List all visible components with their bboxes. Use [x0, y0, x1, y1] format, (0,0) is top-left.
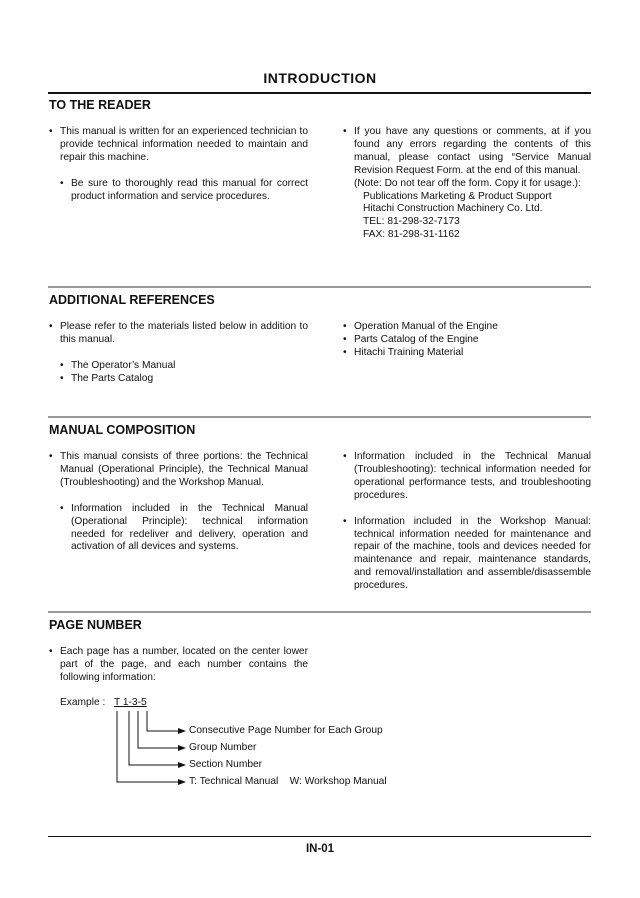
contact-line: TEL: 81-298-32-7173: [363, 216, 460, 228]
composition-left-column: [49, 451, 308, 554]
section-heading-page-number: PAGE NUMBER: [49, 618, 142, 632]
section-divider: [48, 286, 591, 288]
references-item: • Hitachi Training Material: [343, 347, 591, 360]
section-divider: [48, 611, 591, 613]
contact-line: FAX: 81-298-31-1162: [363, 229, 460, 241]
references-bullet: • Please refer to the materials listed below in addition to this manual.: [49, 321, 308, 347]
diagram-label: T: Technical Manual W: Workshop Manual: [189, 776, 387, 787]
contact-line: Publications Marketing & Product Support: [363, 190, 552, 202]
page-number-diagram: [58, 697, 418, 793]
diagram-label: Section Number: [189, 759, 263, 770]
composition-right-column: [343, 451, 591, 593]
references-item: • The Operator’s Manual: [49, 360, 308, 373]
references-left-column: [49, 321, 308, 386]
section-divider: [48, 416, 591, 418]
references-right-column: [343, 321, 591, 360]
reader-left-column: [49, 126, 308, 204]
page-number-column: [49, 646, 308, 685]
page-footer-number: IN-01: [305, 843, 335, 855]
diagram-label: Group Number: [189, 742, 257, 753]
diagram-label: Consecutive Page Number for Each Group: [189, 725, 383, 736]
references-item: • Operation Manual of the Engine: [343, 321, 591, 334]
example-code: T 1-3-5: [114, 697, 147, 708]
composition-bullet: • Information included in the Workshop Manual: technical information needed for maintenance and repair of the machine, tools and devices needed for maintenance and repair, maintenance standards, and removal/installation and assemble/disassemble procedures.: [343, 516, 591, 593]
composition-bullet: • Information included in the Technical Manual (Troubleshooting): technical information needed for operational performance tests, and troubleshooting procedures.: [343, 451, 591, 503]
reader-note: (Note: Do not tear off the form. Copy it for usage.):: [354, 177, 581, 189]
references-item: • Parts Catalog of the Engine: [343, 334, 591, 347]
page-title: INTRODUCTION: [263, 70, 377, 86]
example-label: Example :: [60, 697, 106, 708]
footer-rule: [48, 836, 591, 837]
section-heading-references: ADDITIONAL REFERENCES: [49, 293, 215, 307]
reader-bullet: • This manual is written for an experienced technician to provide technical information needed to maintain and repair this machine.: [49, 126, 308, 165]
section-heading-reader: TO THE READER: [49, 98, 151, 112]
reader-right-column: [343, 126, 591, 242]
reader-sub-bullet: • Be sure to thoroughly read this manual for correct product information and service procedures.: [49, 178, 308, 204]
section-heading-composition: MANUAL COMPOSITION: [49, 423, 196, 437]
page-number-bullet: • Each page has a number, located on the center lower part of the page, and each number contains the following information:: [49, 646, 308, 685]
title-rule: [48, 92, 591, 94]
composition-bullet: • This manual consists of three portions: the Technical Manual (Operational Principle), the Technical Manual (Troubleshooting) and the Workshop Manual.: [49, 451, 308, 490]
reader-contact-bullet: • If you have any questions or comments, at if you found any errors regarding the contents of this manual, please contact using “Service Manual Revision Request Form. at the end of this manual.: [343, 126, 591, 178]
contact-line: Hitachi Construction Machinery Co. Ltd.: [363, 203, 543, 215]
composition-sub-bullet: • Information included in the Technical Manual (Operational Principle): technical information needed for redeliver and delivery, operation and activation of all devices and systems.: [49, 503, 308, 555]
references-item: • The Parts Catalog: [49, 373, 308, 386]
